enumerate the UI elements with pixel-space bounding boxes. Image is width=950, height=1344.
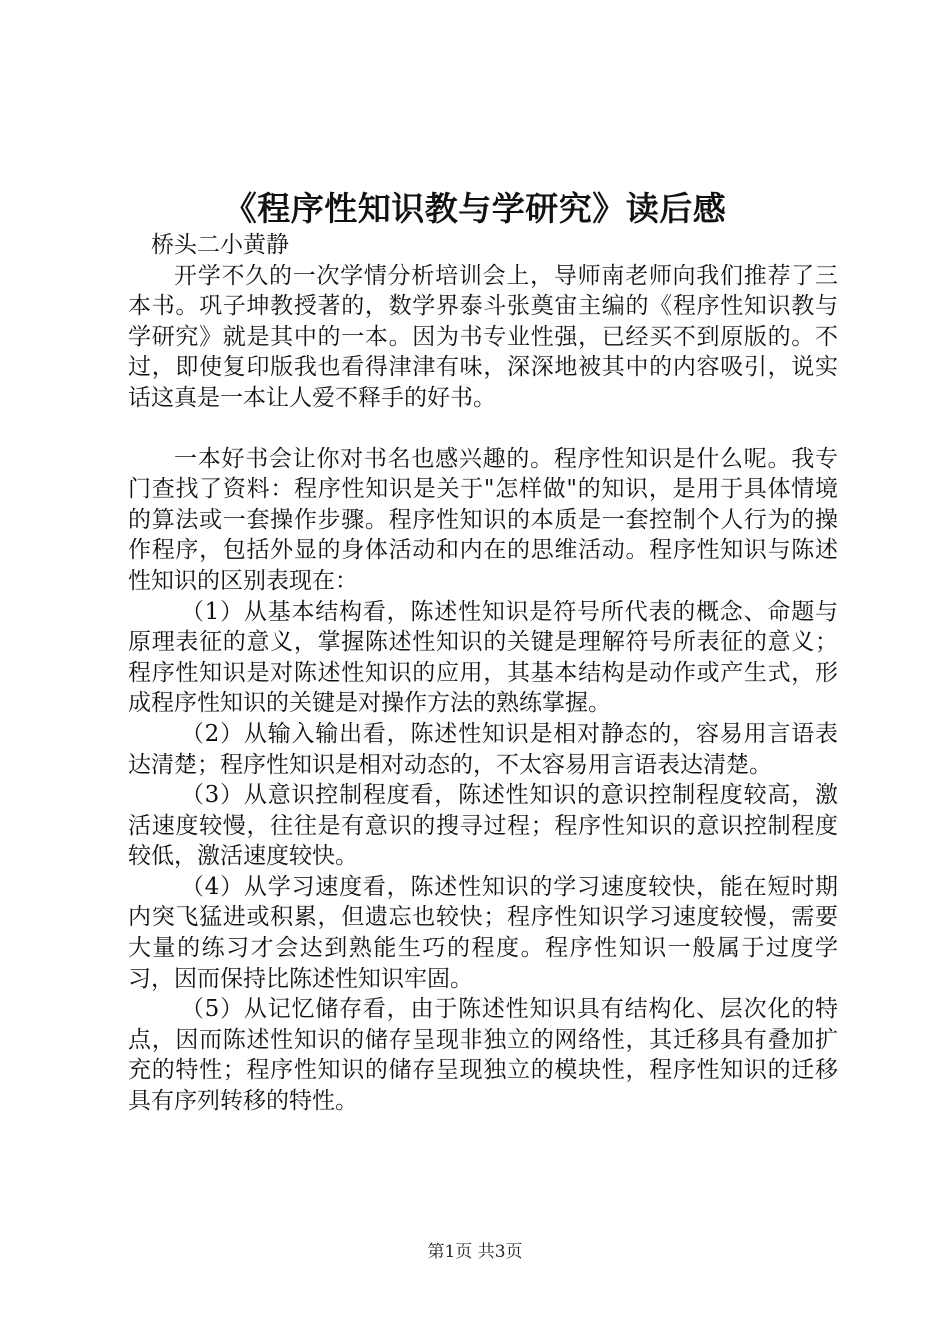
list-item-memory-storage: （5）从记忆储存看，由于陈述性知识具有结构化、层次化的特点，因而陈述性知识的储存呈现非独立的网络性，其迁移具有叠加扩充的特性；程序性知识的储存呈现独立的模块性，程序性知识的迁移具有序列转移的特性。 [128,996,838,1115]
document-title: 《程序性知识教与学研究》读后感 [223,189,727,228]
list-item-learning-speed: （4）从学习速度看，陈述性知识的学习速度较快，能在短时期内突飞猛进或积累，但遗忘也较快；程序性知识学习速度较慢，需要大量的练习才会达到熟能生巧的程度。程序性知识一般属于过度学习，因而保持比陈述性知识牢固。 [128,873,838,992]
paragraph-definition: 一本好书会让你对书名也感兴趣的。程序性知识是什么呢。我专门查找了资料：程序性知识是关于"怎样做"的知识，是用于具体情境的算法或一套操作步骤。程序性知识的本质是一套控制个人行为的操作程序，包括外显的身体活动和内在的思维活动。程序性知识与陈述性知识的区别表现在： [128,445,838,594]
list-item-consciousness: （3）从意识控制程度看，陈述性知识的意识控制程度较高，激活速度较慢，往往是有意识的搜寻过程；程序性知识的意识控制程度较低，激活速度较快。 [128,782,838,870]
list-item-structure: （1）从基本结构看，陈述性知识是符号所代表的概念、命题与原理表征的意义，掌握陈述性知识的关键是理解符号所表征的意义；程序性知识是对陈述性知识的应用，其基本结构是动作或产生式，形成程序性知识的关键是对操作方法的熟练掌握。 [128,598,838,717]
list-item-input-output: （2）从输入输出看，陈述性知识是相对静态的，容易用言语表达清楚；程序性知识是相对动态的，不太容易用言语表达清楚。 [128,720,838,778]
author-line: 桥头二小黄静 [151,232,289,258]
paragraph-intro: 开学不久的一次学情分析培训会上，导师南老师向我们推荐了三本书。巩子坤教授著的，数学界泰斗张奠宙主编的《程序性知识教与学研究》就是其中的一本。因为书专业性强，已经买不到原版的。不过，即使复印版我也看得津津有味，深深地被其中的内容吸引，说实话这真是一本让人爱不释手的好书。 [128,262,838,411]
document-body [128,230,838,1117]
page-number: 第1页 共3页 [427,1242,523,1262]
